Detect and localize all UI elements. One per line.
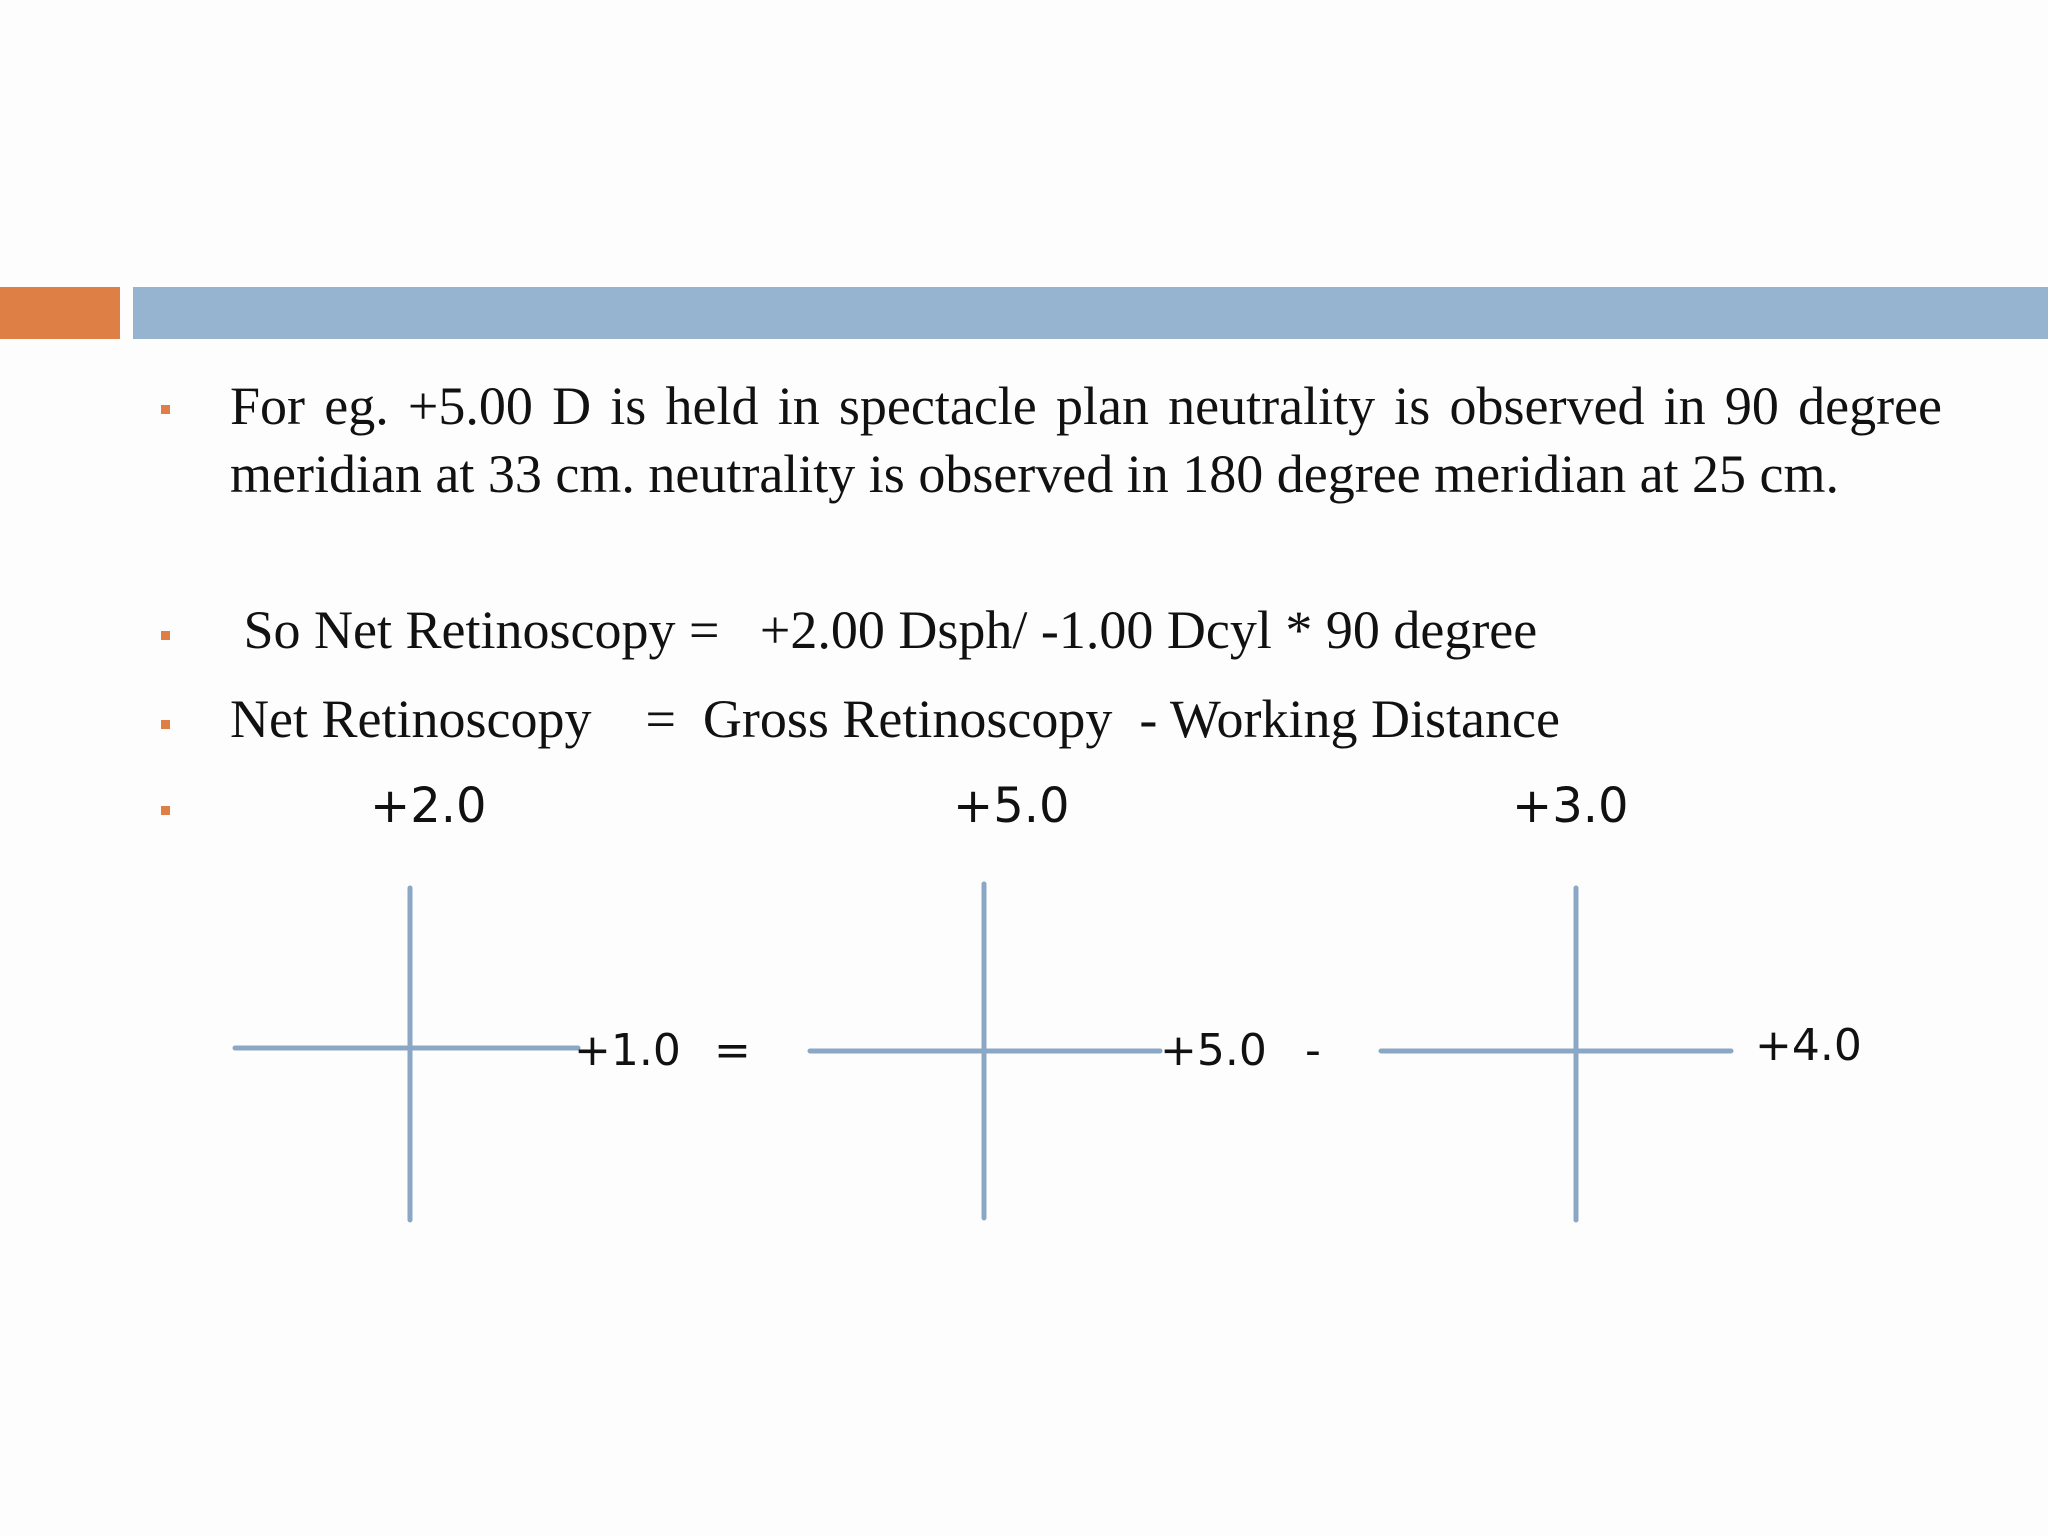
- net-power-cross: [235, 888, 578, 1220]
- gross-horizontal-value: +5.0: [1160, 1025, 1267, 1076]
- working-distance-power-cross: [1381, 888, 1731, 1220]
- gross-vertical-value: +5.0: [953, 778, 1070, 834]
- minus-sign: -: [1305, 1025, 1321, 1076]
- working-vertical-value: +3.0: [1512, 778, 1629, 834]
- equals-sign: =: [714, 1025, 751, 1076]
- bullet-text-net-retinoscopy-result: So Net Retinoscopy = +2.00 Dsph/ -1.00 Dcyl * 90 degree: [230, 600, 1538, 660]
- bullet-text-formula: Net Retinoscopy = Gross Retinoscopy - Working Distance: [230, 689, 1560, 749]
- gross-power-cross: [810, 884, 1160, 1218]
- working-horizontal-value: +4.0: [1755, 1020, 1862, 1071]
- bullet-text-example: For eg. +5.00 D is held in spectacle plan neutrality is observed in 90 degree meridian at 33 cm. neutrality is observed in 180 degree meridian at 25 cm.: [230, 376, 1942, 504]
- net-horizontal-value: +1.0: [574, 1025, 681, 1076]
- net-vertical-value: +2.0: [370, 778, 487, 834]
